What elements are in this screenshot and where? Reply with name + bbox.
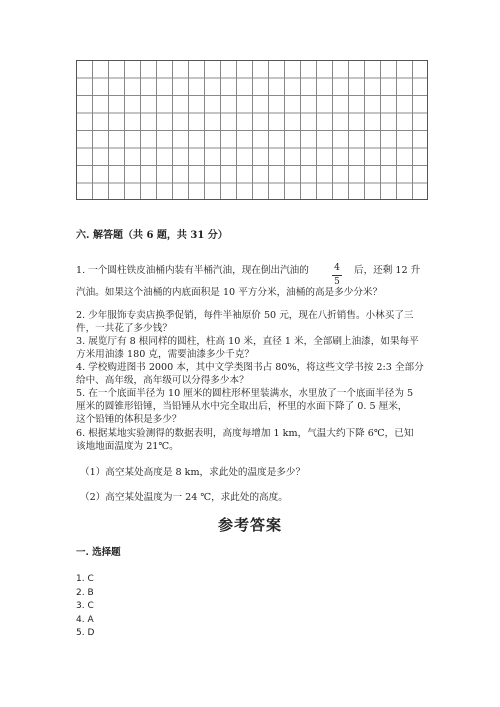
- section-heading: 六. 解答题（共 6 题，共 31 分）: [76, 230, 228, 241]
- question-5-line-1: 5. 在一个底面半径为 10 厘米的圆柱形杯里装满水，水里放了一个底面半径为 5: [76, 388, 414, 399]
- question-2-line-2: 件，一共花了多少钱？: [76, 323, 172, 334]
- answer-grid: [76, 60, 428, 200]
- fraction-denominator: 5: [334, 277, 340, 287]
- question-2-line-1: 2. 少年服饰专卖店换季促销，每件半袖原价 50 元，现在八折销售。小林买了三: [76, 310, 414, 321]
- answer-item: 3. C: [76, 601, 94, 611]
- answers-section-heading: 一. 选择题: [76, 547, 121, 558]
- question-6-line-1: 6. 根据某地实验测得的数据表明，高度每增加 1 km，气温大约下降 6℃，已知: [76, 428, 414, 439]
- question-5-line-2: 厘米的圆锥形铅锤，当铅锤从水中完全取出后，杯里的水面下降了 0. 5 厘米，: [76, 401, 408, 412]
- fraction-4-5: [331, 263, 343, 288]
- question-4-line-2: 给中、高年级，高年级可以分得多少本？: [76, 375, 249, 386]
- question-1-line-2: 汽油。如果这个油桶的内底面积是 10 平方分米，油桶的高是多少分米？: [76, 287, 383, 298]
- question-1-part-a: 1. 一个圆柱铁皮油桶内装有半桶汽油，现在倒出汽油的: [76, 265, 309, 276]
- fraction-bar: [332, 275, 342, 276]
- answer-item: 2. B: [76, 588, 94, 598]
- question-6-sub-2: （2）高空某处温度为一 24 ℃，求此处的高度。: [80, 492, 288, 503]
- question-6-sub-1: （1）高空某处高度是 8 km，求此处的温度是多少？: [80, 467, 306, 478]
- answer-item: 4. A: [76, 615, 94, 625]
- question-4-line-1: 4. 学校购进图书 2000 本，其中文学类图书占 80%，将这些文学书按 2:3 全部分: [76, 362, 424, 373]
- answer-item: 1. C: [76, 574, 94, 584]
- question-1-part-b: 后，还剩 12 升: [354, 265, 421, 276]
- question-6-line-2: 该地地面温度为 21℃。: [76, 441, 179, 452]
- fraction-numerator: 4: [334, 263, 340, 273]
- question-5-line-3: 这个铅锤的体积是多少？: [76, 414, 182, 425]
- question-3-line-1: 3. 展览厅有 8 根同样的圆柱，柱高 10 米，直径 1 米，全部刷上油漆，如果每平: [76, 336, 419, 347]
- answers-title: 参考答案: [217, 516, 282, 534]
- answer-item: 5. D: [76, 628, 95, 638]
- question-3-line-2: 方米用油漆 180 克，需要油漆多少千克？: [76, 349, 254, 360]
